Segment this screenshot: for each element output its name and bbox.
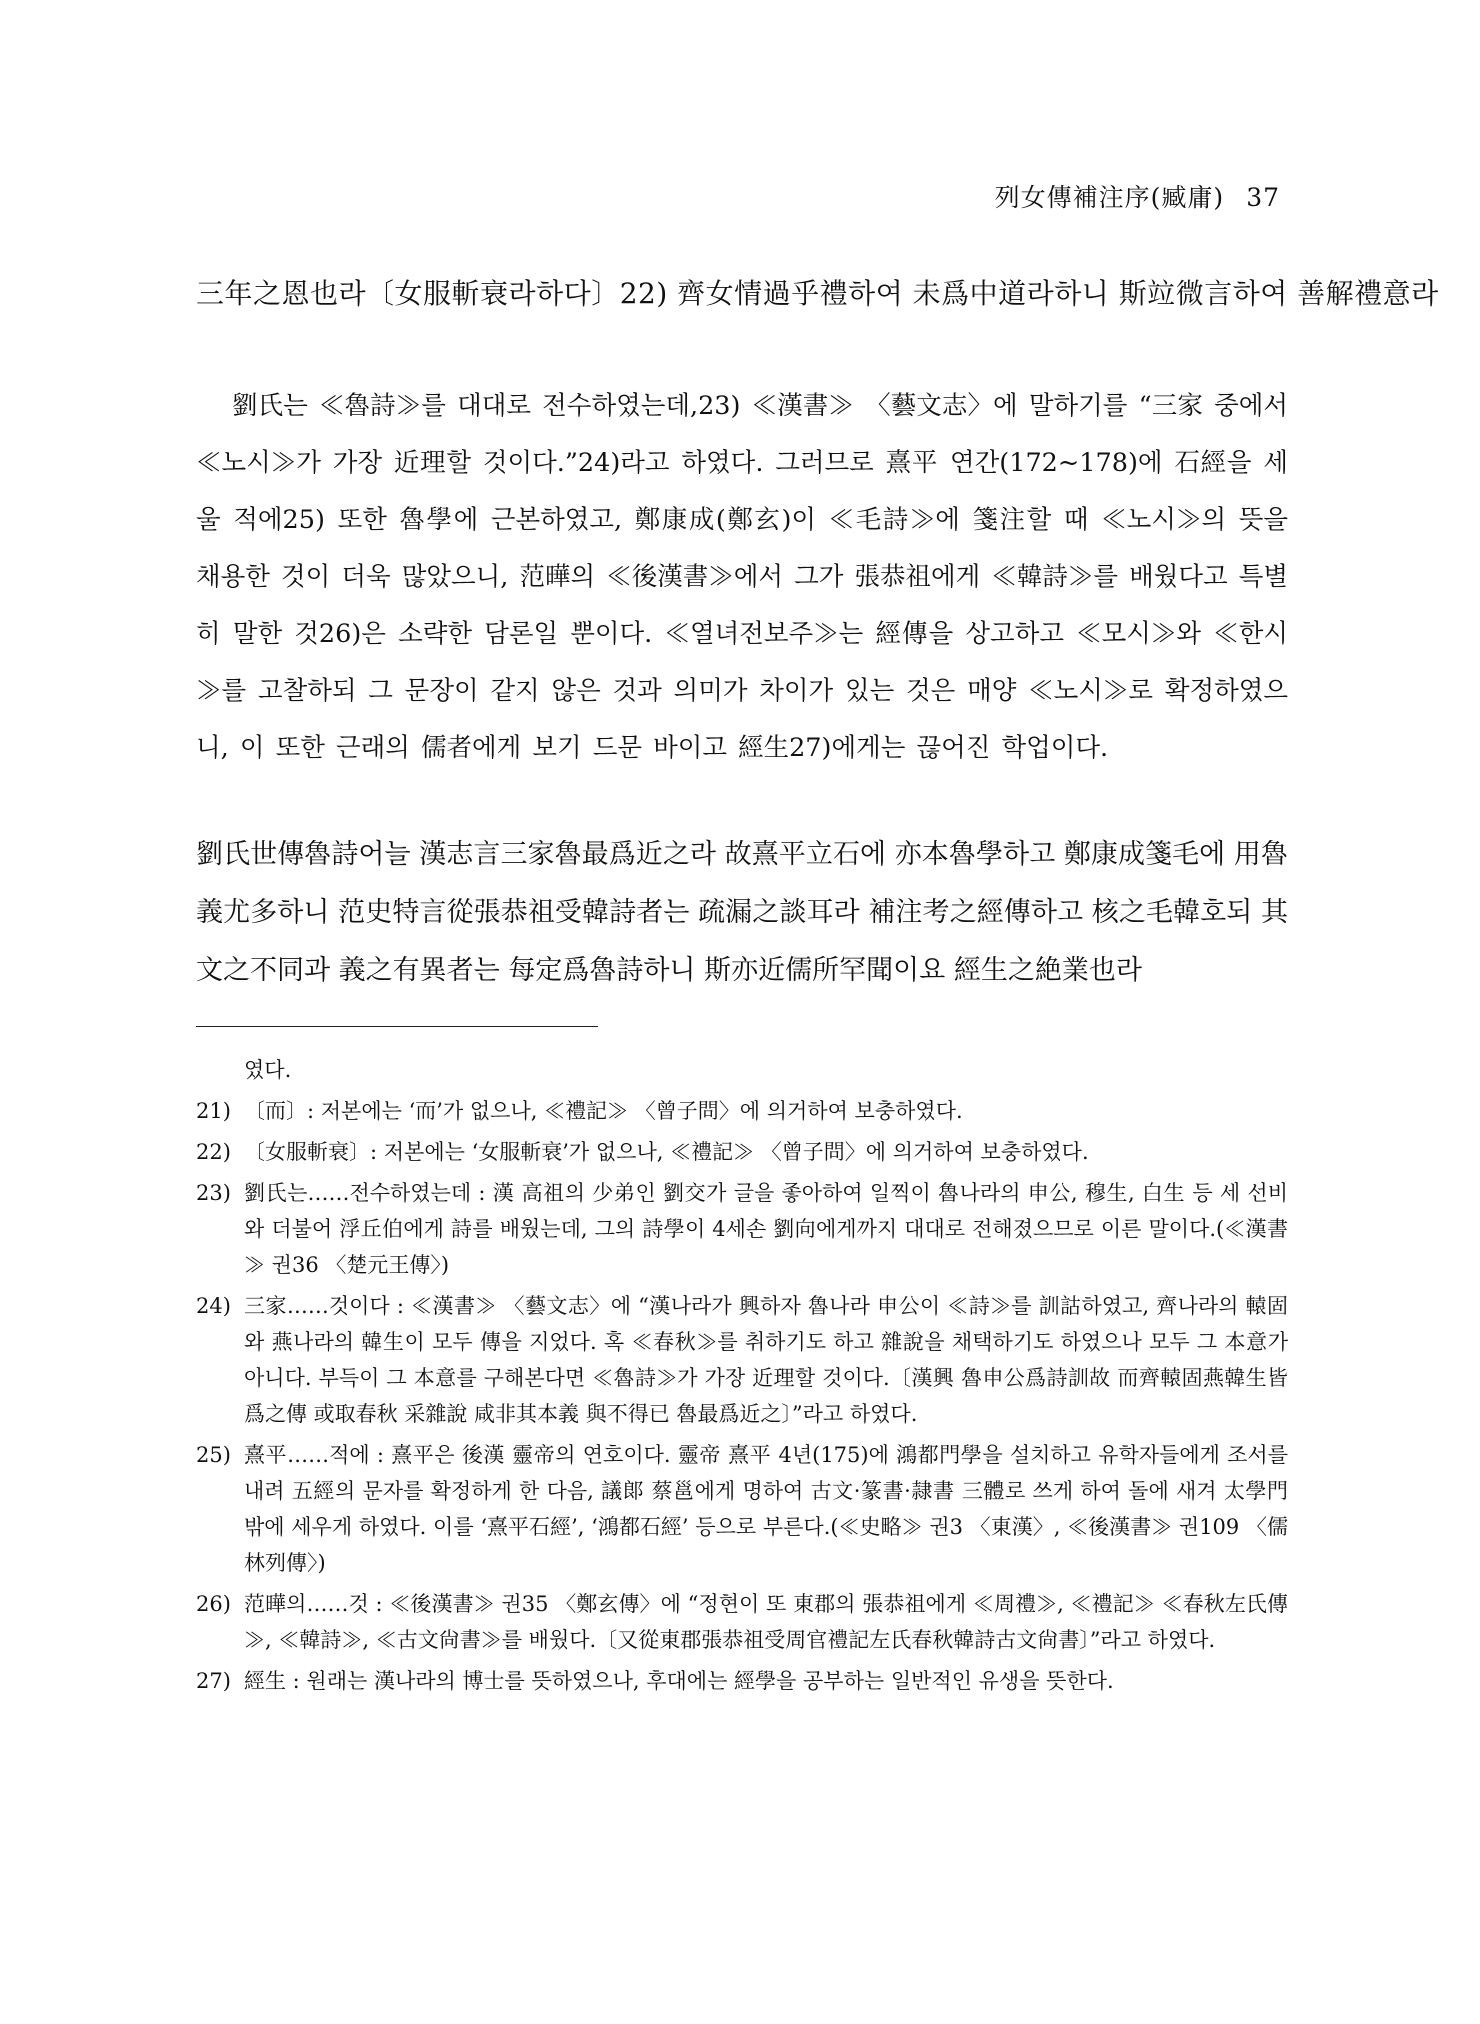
footnotes [196,1052,1288,1704]
footnote-number [196,1052,244,1088]
footnote-text: 〔女服斬衰〕: 저본에는 ‘女服斬衰’가 없으나, ≪禮記≫ 〈曾子問〉에 의거하여 보충하였다. [244,1140,1089,1164]
footnote-text: 劉氏는……전수하였는데 : 漢 高祖의 少弟인 劉交가 글을 좋아하여 일찍이 魯나라의 申公, 穆生, 白生 등 세 선비와 더불어 浮丘伯에게 詩를 배웠는데, 그의 詩學이 4세손 劉向에게까지 대대로 전해졌으므로 이른 말이다.(≪漢書≫ 권36 〈楚元王傳〉) [244,1181,1288,1277]
footnote-23 [196,1175,1288,1283]
footnote-text: 三家……것이다 : ≪漢書≫ 〈藝文志〉에 “漢나라가 興하자 魯나라 申公이 ≪詩≫를 訓詁하였고, 齊나라의 轅固와 燕나라의 韓生이 모두 傳을 지었다. 혹 ≪春秋≫를 취하기도 하고 雜說을 채택하기도 하였으나 모두 그 本意가 아니다. 부득이 그 本意를 구해본다면 ≪魯詩≫가 가장 近理할 것이다.〔漢興 魯申公爲詩訓故 而齊轅固燕韓生皆爲之傳 或取春秋 采雜說 咸非其本義 與不得已 魯最爲近之〕”라고 하였다. [244,1294,1288,1426]
footnote-continuation [196,1052,1288,1088]
footnote-number: 26) [196,1592,231,1616]
original-text-paragraph [196,826,1288,1000]
original-line-text: 三年之恩也라〔女服斬衰라하다〕22) 齊女情過乎禮하여 未爲中道라하니 斯竝微言하여 善解禮意라 [196,277,1439,310]
footnote-number: 24) [196,1294,231,1318]
running-header [995,178,1280,214]
footnote-number: 21) [196,1099,231,1123]
footnote-number: 25) [196,1443,231,1467]
footnote-21 [196,1093,1288,1129]
page-number: 37 [1246,183,1280,212]
footnote-number: 23) [196,1181,231,1205]
footnote-number: 22) [196,1140,231,1164]
footnote-text: 〔而〕: 저본에는 ‘而’가 없으나, ≪禮記≫ 〈曾子問〉에 의거하여 보충하였다. [244,1099,963,1123]
footnote-25 [196,1437,1288,1581]
korean-translation-paragraph [196,378,1288,777]
footnote-22 [196,1134,1288,1170]
footnote-text: 였다. [244,1058,292,1082]
footnote-number: 27) [196,1669,231,1693]
running-title: 列女傳補注序(臧庸) [994,183,1225,212]
footnote-text: 熹平……적에 : 熹平은 後漢 靈帝의 연호이다. 靈帝 熹平 4년(175)에 鴻都門學을 설치하고 유학자들에게 조서를 내려 五經의 문자를 확정하게 한 다음, 議郞 蔡邕에게 명하여 古文·篆書·隷書 三體로 쓰게 하여 돌에 새겨 太學門 밖에 세우게 하였다. 이를 ‘熹平石經’, ‘鴻都石經’ 등으로 부른다.(≪史略≫ 권3 〈東漢〉, ≪後漢書≫ 권109 〈儒林列傳〉) [244,1443,1288,1575]
korean-paragraph-text: 劉氏는 ≪魯詩≫를 대대로 전수하였는데,23) ≪漢書≫ 〈藝文志〉에 말하기를 “三家 중에서 ≪노시≫가 가장 近理할 것이다.”24)라고 하였다. 그러므로 熹平 연간(172~178)에 石經을 세울 적에25) 또한 魯學에 근본하였고, 鄭康成(鄭玄)이 ≪毛詩≫에 箋注할 때 ≪노시≫의 뜻을 채용한 것이 더욱 많았으니, 范曄의 ≪後漢書≫에서 그가 張恭祖에게 ≪韓詩≫를 배웠다고 특별히 말한 것26)은 소략한 담론일 뿐이다. ≪열녀전보주≫는 經傳을 상고하고 ≪모시≫와 ≪한시≫를 고찰하되 그 문장이 같지 않은 것과 의미가 차이가 있는 것은 매양 ≪노시≫로 확정하였으니, 이 또한 근래의 儒者에게 보기 드문 바이고 經生27)에게는 끊어진 학업이다. [196,391,1288,763]
original-paragraph-text: 劉氏世傳魯詩어늘 漢志言三家魯最爲近之라 故熹平立石에 亦本魯學하고 鄭康成箋毛에 用魯義尤多하니 范史特言從張恭祖受韓詩者는 疏漏之談耳라 補注考之經傳하고 核之毛韓호되 其文之不同과 義之有異者는 每定爲魯詩하니 斯亦近儒所罕聞이요 經生之絶業也라 [196,839,1288,986]
footnote-26 [196,1586,1288,1658]
footnote-text: 經生 : 원래는 漢나라의 博士를 뜻하였으나, 후대에는 經學을 공부하는 일반적인 유생을 뜻한다. [244,1669,1114,1693]
footnote-text: 范曄의……것 : ≪後漢書≫ 권35 〈鄭玄傳〉에 “정현이 또 東郡의 張恭祖에게 ≪周禮≫, ≪禮記≫ ≪春秋左氏傳≫, ≪韓詩≫, ≪古文尙書≫를 배웠다.〔又從東郡張恭祖受周官禮記左氏春秋韓詩古文尙書〕”라고 하였다. [244,1592,1288,1652]
footnote-27 [196,1663,1288,1699]
footnote-divider [196,1026,598,1027]
original-text-line [196,272,1439,312]
footnote-24 [196,1288,1288,1432]
